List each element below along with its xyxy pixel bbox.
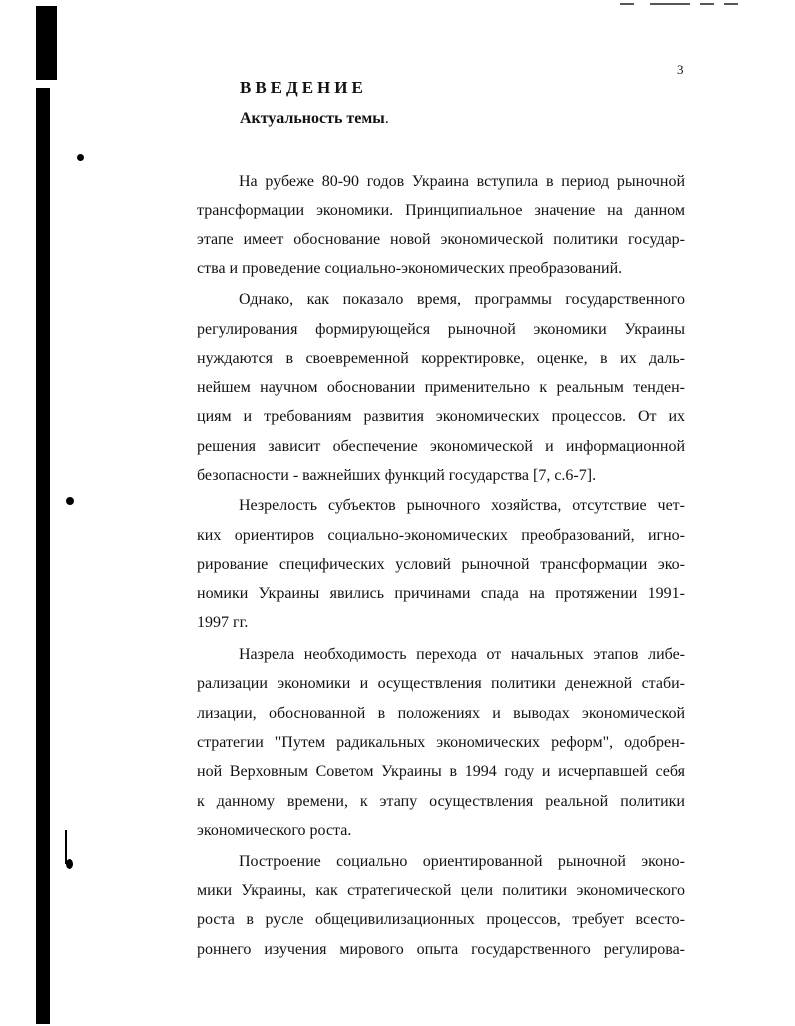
text-line: экономического роста.: [197, 822, 352, 839]
text-line: номики Украины явились причинами спада на протяжении 1991-: [197, 585, 685, 602]
text-line: стратегии "Путем радикальных экономических реформ", одобрен-: [197, 734, 685, 751]
text-line: Назрела необходимость перехода от начальных этапов либе-: [239, 646, 685, 663]
text-line: регулирования формирующейся рыночной экономики Украины: [197, 321, 685, 338]
scan-edge-bar-top: [36, 6, 57, 80]
scan-edge-bar: [36, 88, 50, 1024]
text-line: трансформации экономики. Принципиальное значение на данном: [197, 202, 685, 219]
text-line: На рубеже 80-90 годов Украина вступила в период рыночной: [239, 173, 685, 190]
subheading-period: .: [384, 110, 389, 127]
scan-mark: [724, 3, 738, 5]
text-line: Незрелость субъектов рыночного хозяйства, отсутствие чет-: [239, 497, 685, 514]
text-line: рирование специфических условий рыночной трансформации эко-: [197, 556, 685, 573]
page-subheading: [240, 110, 389, 128]
text-line: мики Украины, как стратегической цели политики экономического: [197, 882, 685, 899]
text-line: к данному времени, к этапу осуществления реальной политики: [197, 793, 685, 810]
text-line: ства и проведение социально-экономических преобразований.: [197, 260, 623, 277]
text-line: ной Верховным Советом Украины в 1994 году и исчерпавшей себя: [197, 763, 685, 780]
text-line: рализации экономики и осуществления политики денежной стаби-: [197, 675, 685, 692]
page-heading: ВВЕДЕНИЕ: [240, 78, 367, 97]
scan-mark: [620, 3, 634, 5]
subheading-text: Актуальность темы: [240, 110, 385, 127]
text-line: лизации, обоснованной в положениях и выводах экономической: [197, 705, 685, 722]
text-line: нейшем научном обосновании применительно к реальным тенден-: [197, 379, 685, 396]
scan-mark: [700, 3, 714, 5]
text-line: роста в русле общецивилизационных процессов, требует всесто-: [197, 911, 685, 928]
page-number: 3: [677, 62, 684, 77]
text-line: решения зависит обеспечение экономической и информационной: [197, 438, 685, 455]
scan-dot: [77, 154, 84, 161]
text-line: циям и требованиям развития экономических процессов. От их: [197, 408, 685, 425]
text-line: этапе имеет обоснование новой экономической политики государ-: [197, 231, 685, 248]
text-line: 1997 гг.: [197, 614, 249, 631]
scan-dot: [66, 859, 73, 869]
text-line: ких ориентиров социально-экономических преобразований, игно-: [197, 527, 685, 544]
text-line: роннего изучения мирового опыта государственного регулирова-: [197, 941, 685, 958]
text-line: Однако, как показало время, программы государственного: [239, 291, 685, 308]
text-line: безопасности - важнейших функций государства [7, с.6-7].: [197, 467, 597, 484]
scan-dot: [66, 497, 74, 505]
text-line: Построение социально ориентированной рыночной эконо-: [239, 853, 685, 870]
scan-mark: [650, 3, 690, 5]
text-line: нуждаются в своевременной корректировке, оценке, в их даль-: [197, 350, 685, 367]
